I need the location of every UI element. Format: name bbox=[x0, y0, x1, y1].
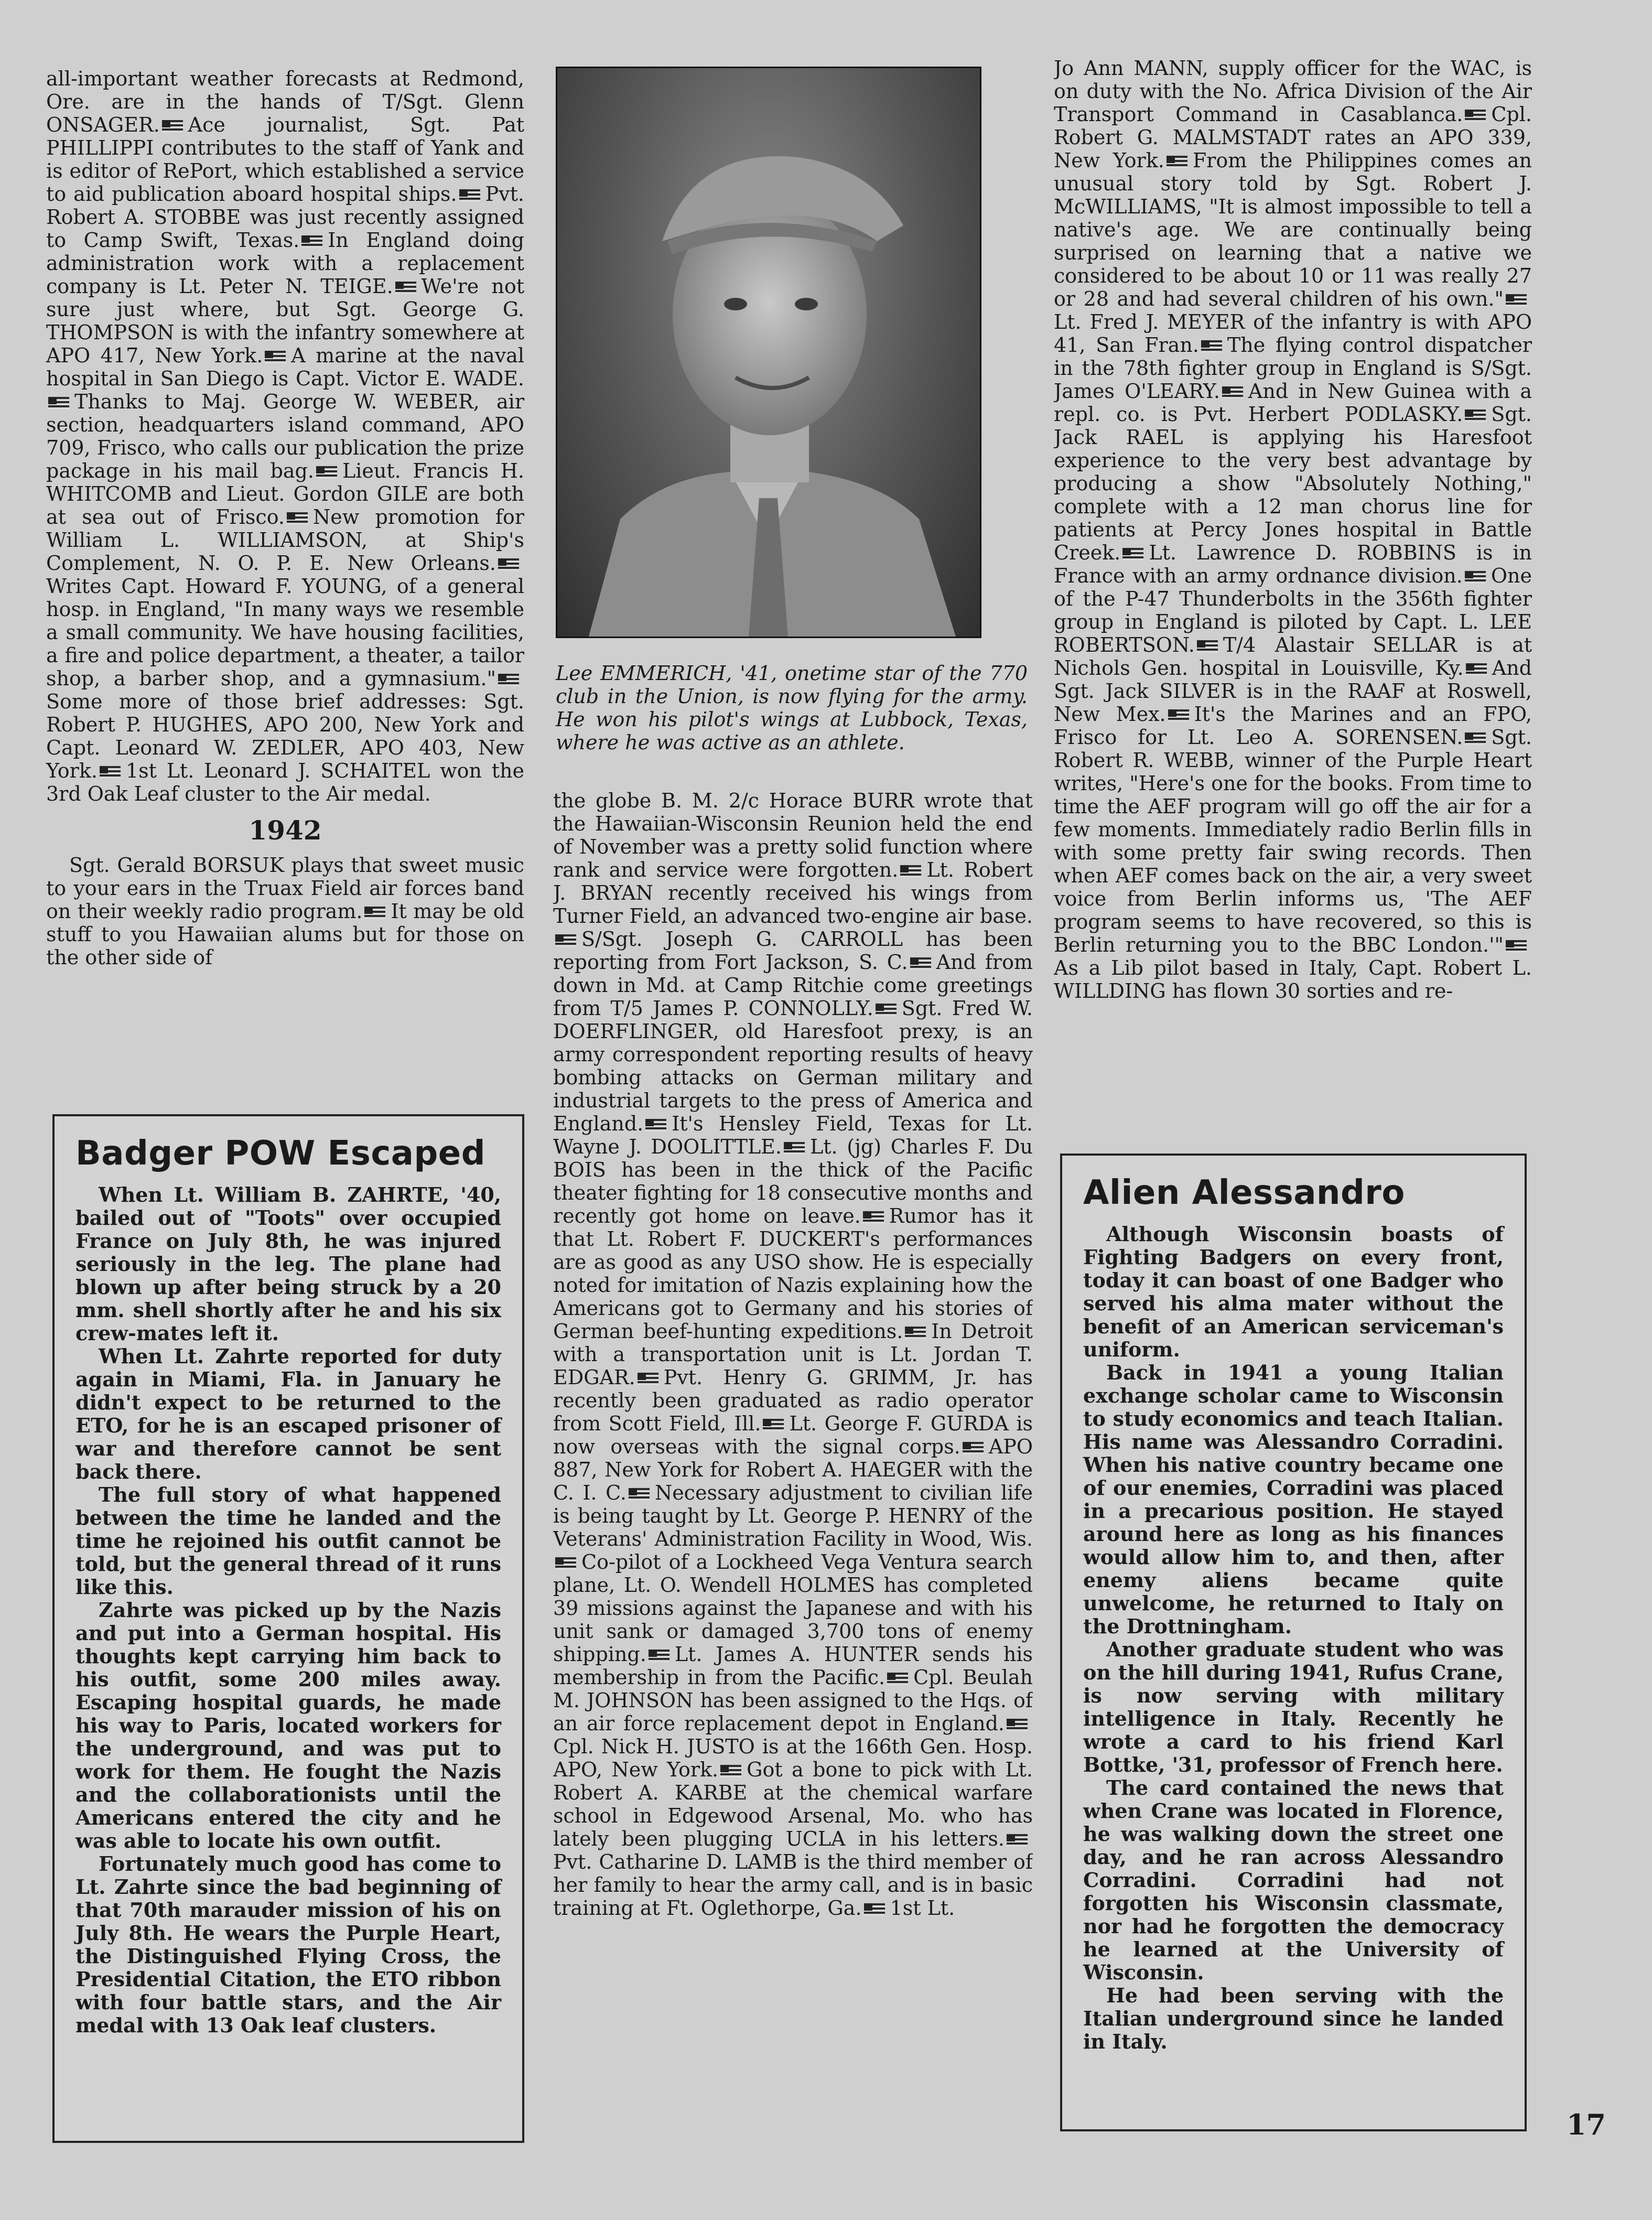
flag-icon bbox=[649, 1650, 670, 1662]
flag-icon bbox=[784, 1142, 805, 1155]
soldier-portrait-image bbox=[557, 68, 980, 637]
column-1 bbox=[46, 67, 524, 969]
flag-icon bbox=[863, 1211, 884, 1224]
flag-icon bbox=[1197, 640, 1218, 653]
flag-icon bbox=[905, 1327, 926, 1339]
flag-icon bbox=[1465, 110, 1486, 122]
flag-icon bbox=[645, 1119, 666, 1131]
flag-icon bbox=[1506, 294, 1527, 307]
flag-icon bbox=[720, 1765, 741, 1777]
flag-icon bbox=[1465, 732, 1486, 745]
flag-icon bbox=[1222, 386, 1243, 399]
flag-icon bbox=[287, 512, 308, 525]
flag-icon bbox=[498, 674, 519, 686]
flag-icon bbox=[1465, 409, 1486, 422]
flag-icon bbox=[1007, 1719, 1028, 1731]
flag-icon bbox=[963, 1442, 984, 1454]
flag-icon bbox=[1466, 663, 1487, 676]
flag-icon bbox=[1168, 709, 1189, 722]
flag-icon bbox=[900, 865, 921, 878]
flag-icon bbox=[48, 397, 69, 409]
flag-icon bbox=[1007, 1834, 1028, 1847]
flag-icon bbox=[555, 1557, 576, 1570]
alessandro-paragraph: Although Wisconsin boasts of Fighting Badgers on every front, today it can boast of one Badger who served his alma mater without the benefit of an American serviceman's uniform. bbox=[1083, 1222, 1504, 1361]
flag-icon bbox=[555, 934, 576, 947]
flag-icon bbox=[265, 351, 286, 363]
pow-box-body bbox=[75, 1183, 501, 2037]
alessandro-box-body bbox=[1083, 1223, 1504, 2053]
flag-icon bbox=[910, 957, 931, 970]
flag-icon bbox=[395, 282, 416, 294]
pow-box-title: Badger POW Escaped bbox=[75, 1134, 485, 1173]
column-1-text: all-important weather forecasts at Redmond, Ore. are in the hands of T/Sgt. Glenn ONSAGER. Ace journalist, Sgt. Pat PHILLIPPI contributes to the staff of Yank and is editor of RePort, which established a service to aid publication aboard hospital ships. Pvt. Robert A. STOBBE was just recently assigned to Camp Swift, Texas. In England doing administration work with a replacement company is Lt. Peter N. TEIGE. We're not sure just where, but Sgt. George G. THOMPSON is with the infantry somewhere at APO 417, New York. A marine at the naval hospital in San Diego is Capt. Victor E. WADE.Thanks to Maj. George W. WEBER, air section, headquarters island command, APO 709, Frisco, who calls our publication the prize package in his mail bag. Lieut. Francis H. WHITCOMB and Lieut. Gordon GILE are both at sea out of Frisco. New promotion for William L. WILLIAMSON, at Ship's Complement, N. O. P. E. New Orleans.Writes Capt. Howard F. YOUNG, of a general hosp. in England, "In many ways we resemble a small community. We have housing facilities, a fire and police department, a theater, a tailor shop, a barber shop, and a gymnasium."Some more of those brief addresses: Sgt. Robert P. HUGHES, APO 200, New York and Capt. Leonard W. ZEDLER, APO 403, New York. 1st Lt. Leonard J. SCHAITEL won the 3rd Oak Leaf cluster to the Air medal. bbox=[46, 67, 524, 805]
pow-paragraph: The full story of what happened between the time he landed and the time he rejoined his outfit cannot be told, but the general thread of it runs like this. bbox=[75, 1483, 501, 1599]
flag-icon bbox=[1465, 571, 1486, 584]
column-1-text-1942: Sgt. Gerald BORSUK plays that sweet music to your ears in the Truax Field air forces band on their weekly radio program. It may be old stuff to you Hawaiian alums but for those on the other side of bbox=[46, 854, 524, 969]
column-2 bbox=[553, 789, 1033, 2131]
year-heading: 1942 bbox=[249, 815, 322, 846]
pow-paragraph: When Lt. Zahrte reported for duty again in Miami, Fla. in January he didn't expect to be returned to the ETO, for he is an escaped prisoner of war and therefore cannot be sent back there. bbox=[75, 1344, 501, 1483]
alessandro-paragraph: Another graduate student who was on the hill during 1941, Rufus Crane, is now serving with military intelligence in Italy. Recently he wrote a card to his friend Karl Bottke, '31, professor of French here. bbox=[1083, 1637, 1504, 1776]
flag-icon bbox=[638, 1373, 658, 1385]
alessandro-paragraph: The card contained the news that when Crane was located in Florence, he was walking down the street one day, and he ran across Alessandro Corradini. Corradini had not forgotten his Wisconsin classmate, nor had he forgotten the democracy he learned at the University of Wisconsin. bbox=[1083, 1776, 1504, 1984]
flag-icon bbox=[100, 766, 121, 779]
flag-icon bbox=[887, 1673, 908, 1685]
flag-icon bbox=[864, 1903, 885, 1916]
pow-paragraph: When Lt. William B. ZAHRTE, '40, bailed out of "Toots" over occupied France on July 8th, he was injured seriously in the leg. The plane had blown up after being struck by a 20 mm. shell shortly after he and his six crew-mates left it. bbox=[75, 1183, 501, 1345]
column-3-text: Jo Ann MANN, supply officer for the WAC, is on duty with the No. Africa Division of the Air Transport Command in Casablanca. Cpl. Robert G. MALMSTADT rates an APO 339, New York. From the Philippines comes an unusual story told by Sgt. Robert J. McWILLIAMS, "It is almost impossible to tell a native's age. We are continually being surprised on learning that a native we considered to be about 10 or 11 was really 27 or 28 and had several children of his own."Lt. Fred J. MEYER of the infantry is with APO 41, San Fran. The flying control dispatcher in the 78th fighter group in England is S/Sgt. James O'LEARY. And in New Guinea with a repl. co. is Pvt. Herbert PODLASKY. Sgt. Jack RAEL is applying his Haresfoot experience to the very best advantage by producing a show "Absolutely Nothing," complete with a 12 man chorus line for patients at Percy Jones hospital in Battle Creek. Lt. Lawrence D. ROBBINS is in France with an army ordnance division. One of the P-47 Thunderbolts in the 356th fighter group in England is piloted by Capt. L. LEE ROBERTSON. T/4 Alastair SELLAR is at Nichols Gen. hospital in Louisville, Ky. And Sgt. Jack SILVER is in the RAAF at Roswell, New Mex. It's the Marines and an FPO, Frisco for Lt. Leo A. SORENSEN. Sgt. Robert R. WEBB, winner of the Purple Heart writes, "Here's one for the books. From time to time the AEF program will go off the air for a few moments. Immediately radio Berlin fills in with some pretty fair swing records. Then when AEF comes back on the air, a very sweet voice from Berlin informs us, 'The AEF program seems to have recovered, so this is Berlin returning you to the BBC London.'"As a Lib pilot based in Italy, Capt. Robert L. WILLDING has flown 30 sorties and re- bbox=[1054, 57, 1532, 1003]
pow-paragraph: Fortunately much good has come to Lt. Zahrte since the bad beginning of that 70th marauder mission of his on July 8th. He wears the Purple Heart, the Distinguished Flying Cross, the Presidential Citation, the ETO ribbon with four battle stars, and the Air medal with 13 Oak leaf clusters. bbox=[75, 1852, 501, 2037]
flag-icon bbox=[1167, 156, 1187, 168]
flag-icon bbox=[763, 1419, 784, 1431]
column-3 bbox=[1054, 57, 1532, 1126]
flag-icon bbox=[162, 120, 183, 133]
flag-icon bbox=[1122, 548, 1143, 561]
flag-icon bbox=[629, 1488, 650, 1501]
flag-icon bbox=[316, 466, 337, 479]
alessandro-paragraph: He had been serving with the Italian underground since he landed in Italy. bbox=[1083, 1984, 1504, 2053]
photo-caption: Lee EMMERICH, '41, onetime star of the 770 club in the Union, is now flying for the army. He won his pilot's wings at Lubbock, Texas, where he was active as an athlete. bbox=[556, 662, 1028, 754]
column-2-text: the globe B. M. 2/c Horace BURR wrote that the Hawaiian-Wisconsin Reunion held the end of November was a pretty solid function where rank and service were forgotten. Lt. Robert J. BRYAN recently received his wings from Turner Field, an advanced two-engine air base.S/Sgt. Joseph G. CARROLL has been reporting from Fort Jackson, S. C. And from down in Md. at Camp Ritchie come greetings from T/5 James P. CONNOLLY. Sgt. Fred W. DOERFLINGER, old Haresfoot prexy, is an army correspondent reporting results of heavy bombing attacks on German military and industrial targets to the press of America and England. It's Hensley Field, Texas for Lt. Wayne J. DOOLITTLE. Lt. (jg) Charles F. Du BOIS has been in the thick of the Pacific theater fighting for 18 consecutive months and recently got home on leave. Rumor has it that Lt. Robert F. DUCKERT's performances are as good as any USO show. He is especially noted for imitation of Nazis explaining how the Americans got to Germany and his stories of German beef-hunting expeditions. In Detroit with a transportation unit is Lt. Jordan T. EDGAR. Pvt. Henry G. GRIMM, Jr. has recently been graduated as radio operator from Scott Field, Ill. Lt. George F. GURDA is now overseas with the signal corps. APO 887, New York for Robert A. HAEGER with the C. I. C. Necessary adjustment to civilian life is being taught by Lt. George P. HENRY of the Veterans' Administration Facility in Wood, Wis.Co-pilot of a Lockheed Vega Ventura search plane, Lt. O. Wendell HOLMES has completed 39 missions against the Japanese and with his unit sank or damaged 3,700 tons of enemy shipping. Lt. James A. HUNTER sends his membership in from the Pacific. Cpl. Beulah M. JOHNSON has been assigned to the Hqs. of an air force replacement depot in England.Cpl. Nick H. JUSTO is at the 166th Gen. Hosp. APO, New York. Got a bone to pick with Lt. Robert A. KARBE at the chemical warfare school in Edgewood Arsenal, Mo. who has lately been plugging UCLA in his letters.Pvt. Catharine D. LAMB is the third member of her family to hear the army call, and is in basic training at Ft. Oglethorpe, Ga. 1st Lt. bbox=[553, 789, 1033, 1920]
flag-icon bbox=[364, 907, 385, 919]
alessandro-box-title: Alien Alessandro bbox=[1083, 1173, 1405, 1212]
pow-paragraph: Zahrte was picked up by the Nazis and put into a German hospital. His thoughts kept carrying him back to his outfit, some 200 miles away. Escaping hospital guards, he made his way to Paris, located workers for the underground, and was put to work for them. He fought the Nazis and the collaborationists until the Americans entered the city and he was able to locate his own outfit. bbox=[75, 1598, 501, 1852]
flag-icon bbox=[876, 1004, 897, 1016]
alessandro-sidebar-box bbox=[1060, 1154, 1527, 2131]
flag-icon bbox=[459, 189, 480, 202]
alessandro-paragraph: Back in 1941 a young Italian exchange scholar came to Wisconsin to study economics and teach Italian. His name was Alessandro Corradini. When his native country became one of our enemies, Corradini was placed in a precarious position. He stayed around here as long as his finances would allow him to, and then, after enemy aliens became quite unwelcome, he returned to Italy on the Drottningham. bbox=[1083, 1361, 1504, 1638]
flag-icon bbox=[1506, 940, 1527, 953]
flag-icon bbox=[1201, 340, 1222, 353]
flag-icon bbox=[301, 235, 322, 248]
pow-sidebar-box bbox=[52, 1114, 524, 2143]
page-number: 17 bbox=[1566, 2108, 1606, 2141]
flag-icon bbox=[498, 558, 519, 571]
portrait-photo bbox=[556, 67, 981, 638]
